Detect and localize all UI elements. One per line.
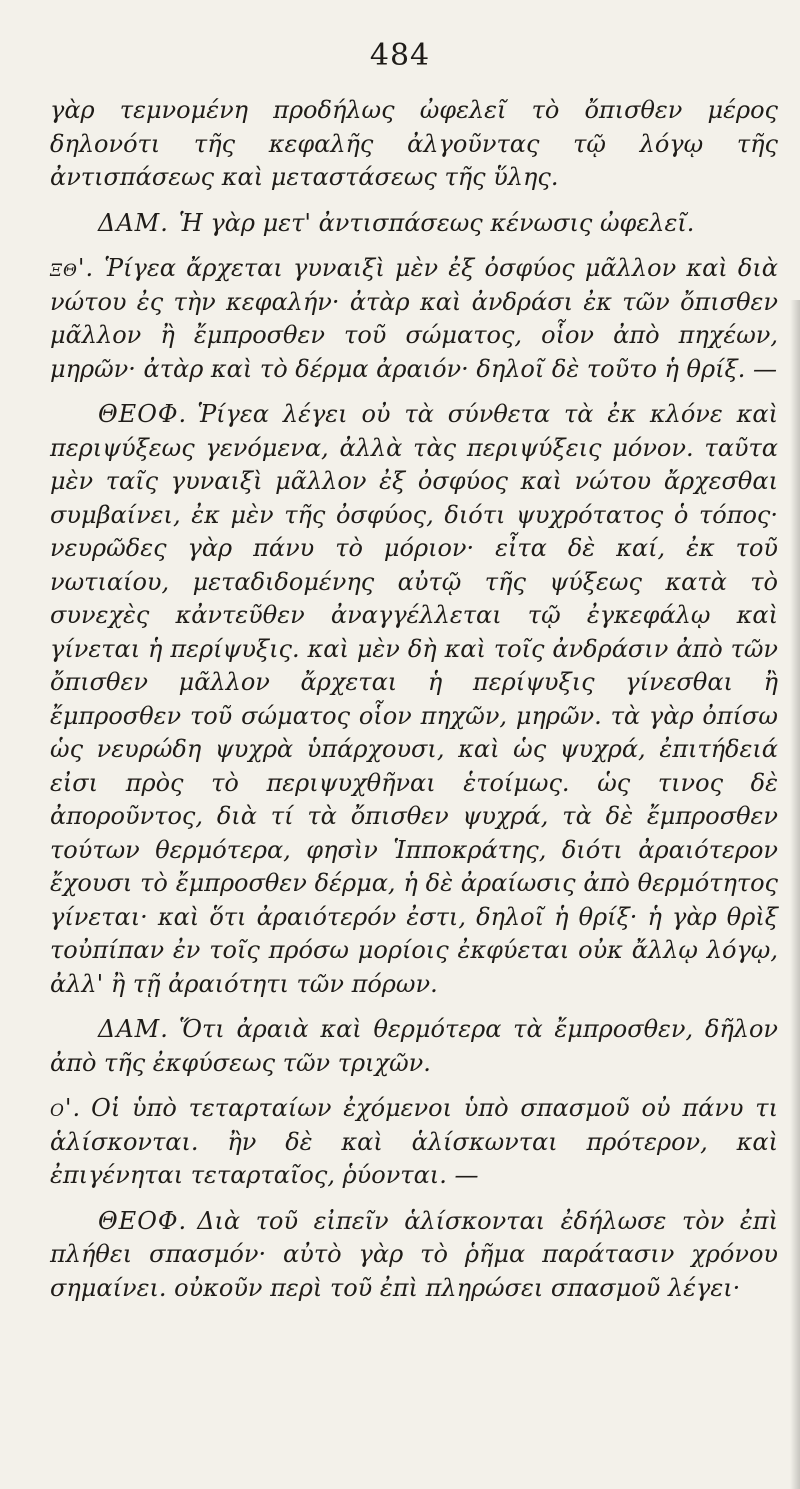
page-edge-shadow bbox=[790, 300, 800, 1489]
paragraph-text: Ῥίγεα ἄρχεται γυναιξὶ μὲν ἐξ ὀσφύος μᾶλλον καὶ διὰ νώτου ἐς τὴν κεφαλήν· ἀτὰρ καὶ ἀνδράσι ἐκ τῶν ὄπισθεν μᾶλλον ἢ ἔμπροσθεν τοῦ σώματος, οἷον ἀπὸ πηχέων, μηρῶν· ἀτὰρ καὶ τὸ δέρμα ἀραιόν· δηλοῖ δὲ τοῦτο ἡ θρίξ. — bbox=[50, 254, 778, 383]
body-text bbox=[50, 94, 778, 1305]
paragraph-aphorism-70 bbox=[50, 1092, 778, 1193]
paragraph-damascius-1 bbox=[50, 207, 778, 241]
aphorism-number: ο'. bbox=[50, 1094, 82, 1122]
aphorism-number: ξθ'. bbox=[50, 254, 95, 282]
speaker-label: ΔΑΜ. bbox=[98, 1015, 169, 1043]
speaker-label: ΘΕΟΦ. bbox=[98, 1206, 188, 1235]
paragraph-text: Ῥίγεα λέγει οὐ τὰ σύνθετα τὰ ἐκ κλόνε καὶ περιψύξεως γενόμενα, ἀλλὰ τὰς περιψύξεις μόνον. ταῦτα μὲν ταῖς γυναιξὶ μᾶλλον ἐξ ὀσφύος καὶ νώτου ἄρχεσθαι συμβαίνει, ἐκ μὲν τῆς ὀσφύος, διότι ψυχρότατος ὁ τόπος· νευρῶδες γὰρ πάνυ τὸ μόριον· εἶτα δὲ καί, ἐκ τοῦ νωτιαίου, μεταδιδομένης αὐτῷ τῆς ψύξεως κατὰ τὸ συνεχὲς κἀντεῦθεν ἀναγγέλλεται τῷ ἐγκεφάλῳ καὶ γίνεται ἡ περίψυξις. καὶ μὲν δὴ καὶ τοῖς ἀνδράσιν ἀπὸ τῶν ὄπισθεν μᾶλλον ἄρχεται ἡ περίψυξις γίνεσθαι ἢ ἔμπροσθεν τοῦ σώματος οἷον πηχῶν, μηρῶν. τὰ γὰρ ὀπίσω ὡς νευρώδη ψυχρὰ ὑπάρχουσι, καὶ ὡς ψυχρά, ἐπιτήδειά εἰσι πρὸς τὸ περιψυχθῆναι ἑτοίμως. ὡς τινος δὲ ἀποροῦντος, διὰ τί τὰ ὄπισθεν ψυχρά, τὰ δὲ ἔμπροσθεν τούτων θερμότερα, φησὶν Ἱπποκράτης, διότι ἀραιότερον ἔχουσι τὸ ἔμπροσθεν δέρμα, ἡ δὲ ἀραίωσις ἀπὸ θερμότητος γίνεται· καὶ ὅτι ἀραιότερόν ἐστι, δηλοῖ ἡ θρίξ· ἡ γὰρ θρὶξ τοὐπίπαν ἐν τοῖς πρόσω μορίοις ἐκφύεται οὐκ ἄλλῳ λόγῳ, ἀλλ' ἢ τῇ ἀραιότητι τῶν πόρων. bbox=[50, 400, 778, 998]
paragraph-text: γὰρ τεμνομένη προδήλως ὠφελεῖ τὸ ὄπισθεν μέρος δηλονότι τῆς κεφαλῆς ἀλγοῦντας τῷ λόγῳ τῆς ἀντισπάσεως καὶ μεταστάσεως τῆς ὕλης. bbox=[50, 96, 778, 191]
paragraph-theophilus-1 bbox=[50, 398, 778, 1001]
paragraph-damascius-2 bbox=[50, 1013, 778, 1080]
page-number: 484 bbox=[369, 38, 431, 73]
paragraph-text: Ὅτι ἀραιὰ καὶ θερμότερα τὰ ἔμπροσθεν, δῆλον ἀπὸ τῆς ἐκφύσεως τῶν τριχῶν. bbox=[50, 1015, 778, 1077]
paragraph-text: Οἱ ὑπὸ τεταρταίων ἐχόμενοι ὑπὸ σπασμοῦ οὐ πάνυ τι ἁλίσκονται. ἢν δὲ καὶ ἁλίσκωνται πρότερον, καὶ ἐπιγένηται τεταρταῖος, ῥύονται. — bbox=[50, 1094, 778, 1189]
paragraph-text: Διὰ τοῦ εἰπεῖν ἁλίσκονται ἐδήλωσε τὸν ἐπὶ πλήθει σπασμόν· αὐτὸ γὰρ τὸ ῥῆμα παράτασιν χρόνου σημαίνει. οὐκοῦν περὶ τοῦ ἐπὶ πληρώσει σπασμοῦ λέγει· bbox=[50, 1206, 778, 1302]
speaker-label: ΔΑΜ. bbox=[98, 208, 169, 237]
paragraph-text: Ἡ γὰρ μετ' ἀντισπάσεως κένωσις ὠφελεῖ. bbox=[178, 208, 695, 237]
paragraph-continuation bbox=[50, 94, 778, 195]
paragraph-aphorism-69 bbox=[50, 252, 778, 386]
paragraph-theophilus-2 bbox=[50, 1205, 778, 1306]
speaker-label: ΘΕΟΦ. bbox=[98, 400, 188, 428]
